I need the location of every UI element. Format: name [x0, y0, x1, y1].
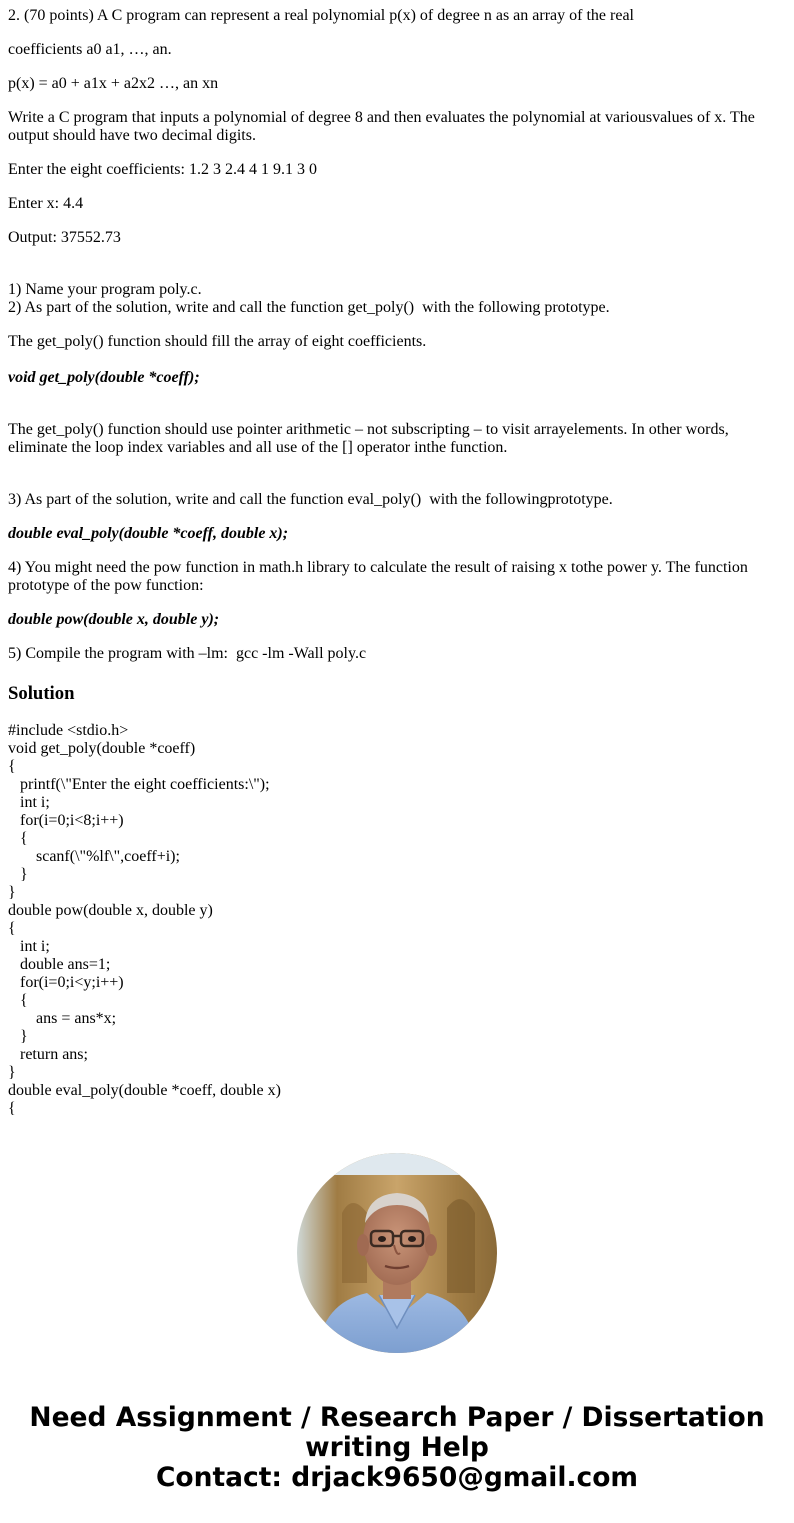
question-intro: 2. (70 points) A C program can represent a real polynomial p(x) of degree n as an array of the real	[8, 7, 634, 24]
promo-line-1: Need Assignment / Research Paper / Dissertation	[29, 1402, 765, 1433]
example-coefficients: Enter the eight coefficients: 1.2 3 2.4 4 1 9.1 3 0	[8, 161, 317, 178]
pointer-arithmetic-note: The get_poly() function should use pointer arithmetic – not subscripting – to visit arrayelements. In other words, eliminate the loop index variables and all use of the [] operator inthe function.	[8, 421, 733, 456]
code-line: {	[8, 920, 16, 937]
example-x: Enter x: 4.4	[8, 195, 84, 212]
code-line: for(i=0;i<8;i++)	[8, 812, 124, 829]
code-line: }	[8, 866, 28, 883]
solution-code	[8, 722, 281, 1118]
code-line: {	[8, 1100, 16, 1117]
code-line: {	[8, 992, 28, 1009]
code-line: double eval_poly(double *coeff, double x)	[8, 1082, 281, 1099]
requirement-2: 2) As part of the solution, write and call the function get_poly() with the following prototype.	[8, 299, 610, 316]
pow-prototype: double pow(double x, double y);	[8, 611, 220, 628]
code-line: }	[8, 1064, 16, 1081]
code-line: int i;	[8, 938, 50, 955]
coefficients-line: coefficients a0 a1, …, an.	[8, 41, 172, 58]
get-poly-prototype: void get_poly(double *coeff);	[8, 369, 200, 386]
code-line: ans = ans*x;	[8, 1010, 117, 1027]
author-photo	[297, 1153, 497, 1353]
promo-contact: Contact: drjack9650@gmail.com	[155, 1462, 639, 1493]
code-line: {	[8, 758, 16, 775]
code-line: #include <stdio.h>	[8, 722, 129, 739]
code-line: int i;	[8, 794, 50, 811]
code-line: void get_poly(double *coeff)	[8, 740, 196, 757]
polynomial-formula: p(x) = a0 + a1x + a2x2 …, an xn	[8, 75, 219, 92]
requirement-1: 1) Name your program poly.c.	[8, 281, 202, 298]
requirement-5: 5) Compile the program with –lm: gcc -lm -Wall poly.c	[8, 645, 367, 662]
requirement-3: 3) As part of the solution, write and call the function eval_poly() with the followingprototype.	[8, 491, 613, 508]
code-line: }	[8, 1028, 28, 1045]
requirement-2-description: The get_poly() function should fill the array of eight coefficients.	[8, 333, 427, 350]
code-line: double ans=1;	[8, 956, 111, 973]
code-line: }	[8, 884, 16, 901]
code-line: for(i=0;i<y;i++)	[8, 974, 124, 991]
code-line: scanf(\"%lf\",coeff+i);	[8, 848, 180, 865]
promo-line-2: writing Help	[305, 1432, 489, 1463]
example-output: Output: 37552.73	[8, 229, 121, 246]
solution-heading: Solution	[8, 683, 75, 704]
code-line: {	[8, 830, 28, 847]
promo-footer	[0, 1403, 794, 1493]
eval-poly-prototype: double eval_poly(double *coeff, double x);	[8, 525, 289, 542]
code-line: printf(\"Enter the eight coefficients:\");	[8, 776, 270, 793]
code-line: return ans;	[8, 1046, 88, 1063]
author-avatar	[297, 1153, 497, 1353]
task-description: Write a C program that inputs a polynomial of degree 8 and then evaluates the polynomial at variousvalues of x. The output should have two decimal digits.	[8, 109, 759, 144]
requirement-4: 4) You might need the pow function in math.h library to calculate the result of raising x tothe power y. The function prototype of the pow function:	[8, 559, 752, 594]
code-line: double pow(double x, double y)	[8, 902, 213, 919]
